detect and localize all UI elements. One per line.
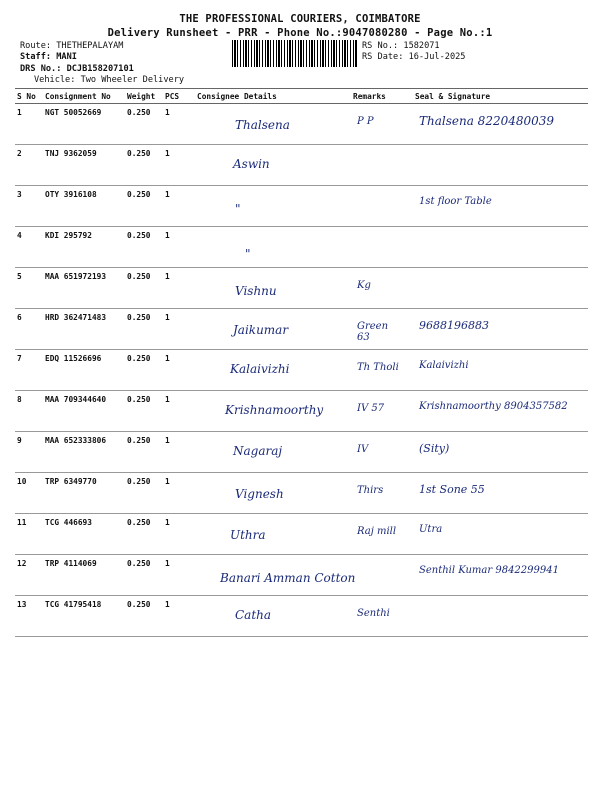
cell-pcs: 1 xyxy=(163,268,195,309)
remarks-handwriting: Kg xyxy=(357,280,371,291)
cell-remarks xyxy=(351,391,413,432)
cell-signature xyxy=(413,104,588,145)
cell-remarks xyxy=(351,350,413,391)
cell-consignment-no: HRD 362471483 xyxy=(43,309,125,350)
cell-sno: 12 xyxy=(15,555,43,596)
remarks-handwriting: Thirs xyxy=(357,485,384,496)
cell-consignment-no: TNJ 9362059 xyxy=(43,145,125,186)
table-row xyxy=(15,432,588,473)
signature-handwriting: Krishnamoorthy 8904357582 xyxy=(419,401,568,412)
table-row xyxy=(15,309,588,350)
cell-consignee xyxy=(195,350,351,391)
cell-consignee xyxy=(195,186,351,227)
cell-signature xyxy=(413,432,588,473)
vehicle-label: Vehicle: Two Wheeler Delivery xyxy=(34,75,185,85)
remarks-handwriting: Senthi xyxy=(357,608,390,619)
consignee-handwriting: Kalaivizhi xyxy=(230,362,290,376)
signature-handwriting: Utra xyxy=(419,524,443,535)
table-row xyxy=(15,555,588,596)
cell-weight: 0.250 xyxy=(125,104,163,145)
cell-consignee xyxy=(195,309,351,350)
consignee-handwriting: Nagaraj xyxy=(233,444,283,458)
table-row xyxy=(15,514,588,555)
cell-remarks xyxy=(351,473,413,514)
cell-pcs: 1 xyxy=(163,186,195,227)
signature-handwriting: Senthil Kumar 9842299941 xyxy=(419,565,559,576)
cell-consignment-no: MAA 709344640 xyxy=(43,391,125,432)
cell-pcs: 1 xyxy=(163,596,195,637)
cell-consignment-no: TCG 446693 xyxy=(43,514,125,555)
cell-sno: 6 xyxy=(15,309,43,350)
cell-sno: 13 xyxy=(15,596,43,637)
cell-pcs: 1 xyxy=(163,104,195,145)
col-signature: Seal & Signature xyxy=(413,89,588,104)
route-label: Route: THETHEPALAYAM xyxy=(20,41,124,51)
table-row xyxy=(15,227,588,268)
cell-pcs: 1 xyxy=(163,432,195,473)
col-sno: S No xyxy=(15,89,43,104)
consignee-handwriting: Uthra xyxy=(230,528,266,542)
cell-consignment-no: TCG 41795418 xyxy=(43,596,125,637)
remarks-handwriting: P P xyxy=(357,116,374,127)
cell-consignee xyxy=(195,268,351,309)
cell-sno: 8 xyxy=(15,391,43,432)
signature-handwriting: 1st floor Table xyxy=(419,196,492,207)
col-consignment: Consignment No xyxy=(43,89,125,104)
cell-consignment-no: MAA 651972193 xyxy=(43,268,125,309)
table-row xyxy=(15,473,588,514)
cell-pcs: 1 xyxy=(163,391,195,432)
cell-consignee xyxy=(195,514,351,555)
consignee-handwriting: Jaikumar xyxy=(233,323,289,337)
consignee-handwriting: Banari Amman Cotton xyxy=(220,571,356,585)
table-row xyxy=(15,391,588,432)
cell-weight: 0.250 xyxy=(125,432,163,473)
cell-signature xyxy=(413,596,588,637)
cell-consignment-no: TRP 4114069 xyxy=(43,555,125,596)
cell-pcs: 1 xyxy=(163,473,195,514)
cell-consignee xyxy=(195,227,351,268)
cell-weight: 0.250 xyxy=(125,227,163,268)
table-header-row xyxy=(15,89,588,104)
cell-pcs: 1 xyxy=(163,227,195,268)
cell-signature xyxy=(413,186,588,227)
staff-label: Staff: MANI xyxy=(20,52,77,62)
col-weight: Weight xyxy=(125,89,163,104)
cell-sno: 9 xyxy=(15,432,43,473)
remarks-handwriting: Th Tholi xyxy=(357,362,399,373)
cell-weight: 0.250 xyxy=(125,514,163,555)
table-row xyxy=(15,596,588,637)
runsheet-table xyxy=(15,88,588,637)
cell-remarks xyxy=(351,309,413,350)
cell-consignee xyxy=(195,432,351,473)
cell-remarks xyxy=(351,514,413,555)
table-row xyxy=(15,268,588,309)
cell-weight: 0.250 xyxy=(125,596,163,637)
cell-sno: 1 xyxy=(15,104,43,145)
table-row xyxy=(15,104,588,145)
cell-pcs: 1 xyxy=(163,309,195,350)
consignee-handwriting: Vignesh xyxy=(235,487,284,501)
cell-remarks xyxy=(351,432,413,473)
cell-pcs: 1 xyxy=(163,350,195,391)
cell-sno: 4 xyxy=(15,227,43,268)
cell-signature xyxy=(413,514,588,555)
cell-weight: 0.250 xyxy=(125,350,163,391)
consignee-handwriting: Catha xyxy=(235,608,272,622)
cell-weight: 0.250 xyxy=(125,309,163,350)
cell-remarks xyxy=(351,227,413,268)
cell-consignee xyxy=(195,596,351,637)
cell-consignee xyxy=(195,391,351,432)
consignee-handwriting: Thalsena xyxy=(235,118,290,132)
cell-weight: 0.250 xyxy=(125,268,163,309)
remarks-handwriting: IV xyxy=(357,444,369,455)
cell-signature xyxy=(413,391,588,432)
cell-sno: 7 xyxy=(15,350,43,391)
cell-remarks xyxy=(351,268,413,309)
runsheet-subtitle: Delivery Runsheet - PRR - Phone No.:9047080280 - Page No.:1 xyxy=(107,27,493,39)
table-row xyxy=(15,350,588,391)
signature-handwriting: (Sity) xyxy=(419,442,450,455)
cell-sno: 10 xyxy=(15,473,43,514)
cell-consignee xyxy=(195,104,351,145)
cell-sno: 2 xyxy=(15,145,43,186)
cell-sno: 5 xyxy=(15,268,43,309)
consignee-handwriting: " xyxy=(245,247,251,261)
cell-sno: 11 xyxy=(15,514,43,555)
cell-signature xyxy=(413,145,588,186)
cell-consignment-no: EDQ 11526696 xyxy=(43,350,125,391)
remarks-handwriting: Green 63 xyxy=(357,321,389,343)
cell-pcs: 1 xyxy=(163,555,195,596)
remarks-handwriting: IV 57 xyxy=(357,403,385,414)
cell-pcs: 1 xyxy=(163,514,195,555)
cell-weight: 0.250 xyxy=(125,145,163,186)
company-title: THE PROFESSIONAL COURIERS, COIMBATORE xyxy=(179,13,421,25)
cell-pcs: 1 xyxy=(163,145,195,186)
signature-handwriting: Kalaivizhi xyxy=(419,360,469,371)
col-consignee: Consignee Details xyxy=(195,89,351,104)
cell-remarks xyxy=(351,186,413,227)
rs-date: RS Date: 16-Jul-2025 xyxy=(362,52,466,62)
cell-consignment-no: NGT 50052669 xyxy=(43,104,125,145)
barcode xyxy=(232,40,357,67)
cell-weight: 0.250 xyxy=(125,555,163,596)
cell-signature xyxy=(413,473,588,514)
cell-signature xyxy=(413,309,588,350)
col-pcs: PCS xyxy=(163,89,195,104)
cell-remarks xyxy=(351,596,413,637)
cell-signature xyxy=(413,268,588,309)
remarks-handwriting: Raj mill xyxy=(357,526,397,537)
cell-sno: 3 xyxy=(15,186,43,227)
signature-handwriting: 9688196883 xyxy=(419,319,489,332)
cell-weight: 0.250 xyxy=(125,186,163,227)
consignee-handwriting: " xyxy=(235,202,241,216)
consignee-handwriting: Vishnu xyxy=(235,284,277,298)
cell-consignee xyxy=(195,145,351,186)
cell-remarks xyxy=(351,555,413,596)
cell-consignee xyxy=(195,555,356,596)
cell-consignment-no: MAA 652333806 xyxy=(43,432,125,473)
cell-consignee xyxy=(195,473,351,514)
cell-weight: 0.250 xyxy=(125,473,163,514)
cell-consignment-no: KDI 295792 xyxy=(43,227,125,268)
consignee-handwriting: Krishnamoorthy xyxy=(225,403,324,417)
cell-remarks xyxy=(351,145,413,186)
cell-consignment-no: TRP 6349770 xyxy=(43,473,125,514)
cell-signature xyxy=(413,555,588,596)
cell-remarks xyxy=(351,104,413,145)
cell-signature xyxy=(413,350,588,391)
table-row xyxy=(15,145,588,186)
rs-number: RS No.: 1582071 xyxy=(362,41,440,51)
col-remarks: Remarks xyxy=(351,89,413,104)
cell-weight: 0.250 xyxy=(125,391,163,432)
signature-handwriting: Thalsena 8220480039 xyxy=(419,114,555,128)
cell-consignment-no: OTY 3916108 xyxy=(43,186,125,227)
signature-handwriting: 1st Sone 55 xyxy=(419,483,485,496)
cell-signature xyxy=(413,227,588,268)
table-row xyxy=(15,186,588,227)
consignee-handwriting: Aswin xyxy=(233,157,270,171)
drs-label: DRS No.: DCJB158207101 xyxy=(20,64,134,74)
